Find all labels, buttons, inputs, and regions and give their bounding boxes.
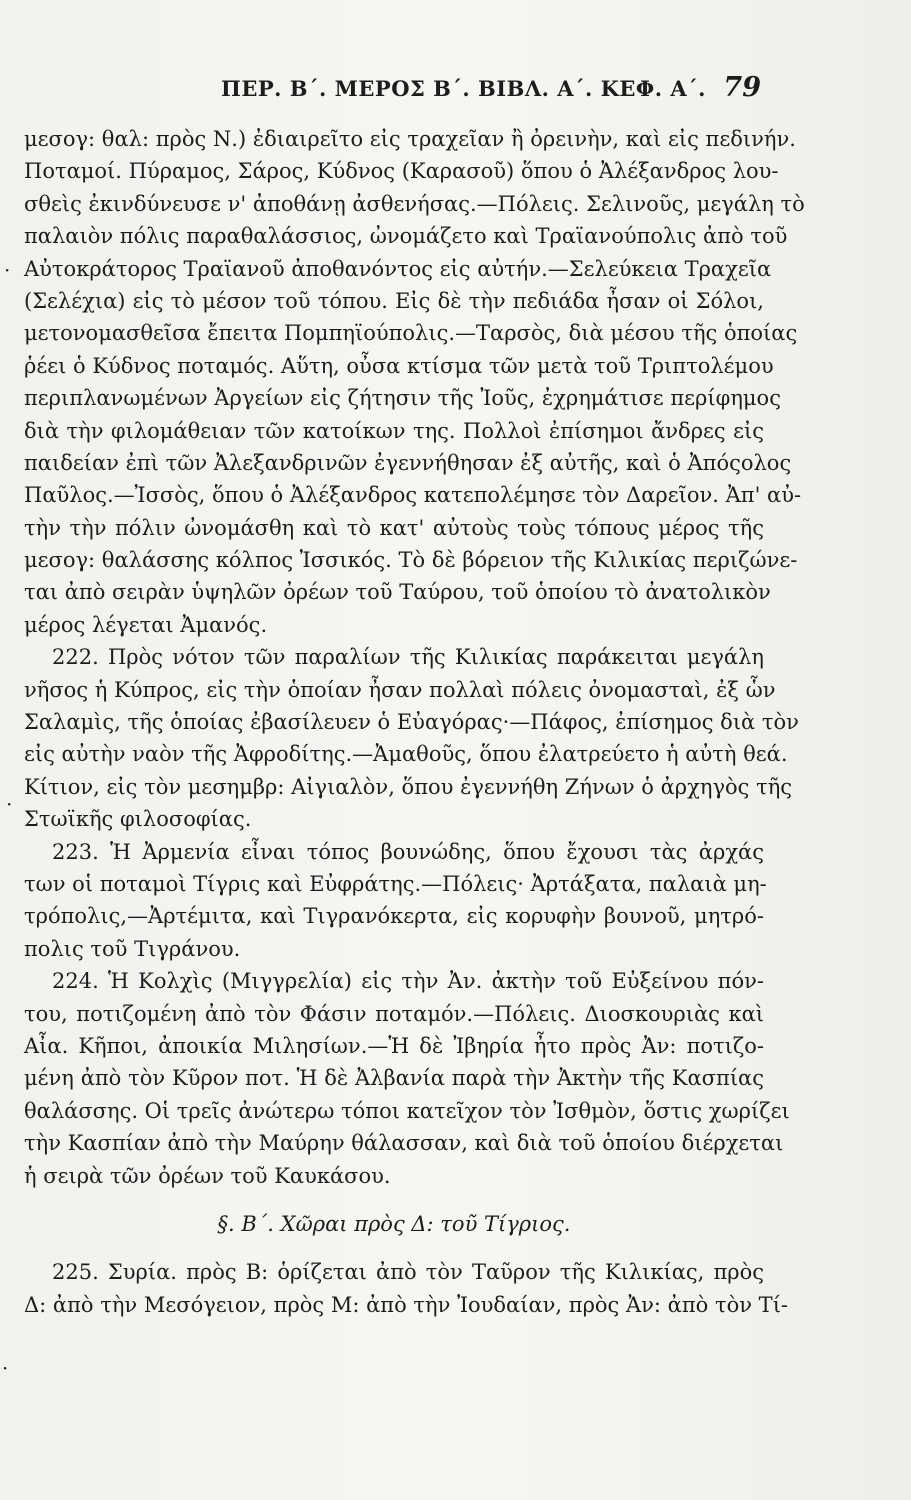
text-line: (Σελέχια) εἰς τὸ μέσον τοῦ τόπου. Εἰς δὲ τὴν πεδιάδα ἦσαν οἱ Σόλοι, bbox=[24, 288, 764, 313]
text-line: νῆσος ἡ Κύπρος, εἰς τὴν ὁποίαν ἦσαν πολλαὶ πόλεις ὀνομασταὶ, ἐξ ὧν bbox=[24, 677, 776, 702]
paragraph-225 bbox=[24, 1256, 789, 1321]
section-heading: §. Β΄. Χῶραι πρὸς Δ: τοῦ Τίγριος. bbox=[217, 1211, 571, 1236]
text-line: παιδείαν ἐπὶ τῶν Ἀλεξανδρινῶν ἐγεννήθησαν ἐξ αὐτῆς, καὶ ὁ Ἀπόςολος bbox=[24, 450, 792, 475]
text-line: Σαλαμὶς, τῆς ὁποίας ἐβασίλευεν ὁ Εὐαγόρας·—Πάφος, ἐπίσημος διὰ τὸν bbox=[24, 710, 799, 735]
text-line: Δ: ἀπὸ τὴν Μεσόγειον, πρὸς Μ: ἀπὸ τὴν Ἰουδαίαν, πρὸς Ἀν: ἀπὸ τὸν Τί- bbox=[24, 1292, 789, 1317]
text-line: περιπλανωμένων Ἀργείων εἰς ζήτησιν τῆς Ἰοῦς, ἐχρημάτισε περίφημος bbox=[24, 386, 781, 411]
text-line: ται ἀπὸ σειρὰν ὑψηλῶν ὀρέων τοῦ Ταύρου, τοῦ ὁποίου τὸ ἀνατολικὸν bbox=[24, 580, 771, 605]
text-line: σθεὶς ἐκινδύνευσε ν' ἀποθάνῃ ἀσθενήσας.—Πόλεις. Σελινοῦς, μεγάλη τὸ bbox=[24, 191, 805, 216]
text-line: Αἶα. Κῆποι, ἀποικία Μιλησίων.—Ἡ δὲ Ἰβηρία ἦτο πρὸς Ἀν: ποτιζο- bbox=[24, 1033, 764, 1058]
text-line: εἰς αὐτὴν ναὸν τῆς Ἀφροδίτης.—Ἀμαθοῦς, ὅπου ἐλατρεύετο ἡ αὐτὴ θεά. bbox=[24, 742, 788, 767]
margin-dot: · bbox=[6, 792, 13, 816]
text-line: τὴν Κασπίαν ἀπὸ τὴν Μαύρην θάλασσαν, καὶ διὰ τοῦ ὁποίου διέρχεται bbox=[24, 1131, 784, 1156]
text-line: παλαιὸν πόλις παραθαλάσσιος, ὠνομάζετο καὶ Τραϊανούπολις ἀπὸ τοῦ bbox=[24, 224, 788, 249]
text-line: τὴν τὴν πόλιν ὠνομάσθη καὶ τὸ κατ' αὐτοὺς τοὺς τόπους μέρος τῆς bbox=[24, 515, 764, 540]
text-line: διὰ τὴν φιλομάθειαν τῶν κατοίκων της. Πολλοὶ ἐπίσημοι ἄνδρες εἰς bbox=[24, 418, 764, 443]
text-line: μένη ἀπὸ τὸν Κῦρον ποτ. Ἡ δὲ Ἀλβανία παρὰ τὴν Ἀκτὴν τῆς Κασπίας bbox=[24, 1066, 764, 1091]
text-line: μετονομασθεῖσα ἔπειτα Πομπηϊούπολις.—Ταρσὸς, διὰ μέσου τῆς ὁποίας bbox=[24, 321, 798, 346]
text-line: μεσογ: θαλάσσης κόλπος Ἰσσικός. Τὸ δὲ βόρειον τῆς Κιλικίας περιζώνε- bbox=[24, 548, 798, 573]
section-gap bbox=[24, 1240, 764, 1256]
text-line: Στωϊκῆς φιλοσοφίας. bbox=[24, 807, 252, 832]
text-line: τρόπολις,—Ἀρτέμιτα, καὶ Τιγρανόκερτα, εἰς κορυφὴν βουνοῦ, μητρό- bbox=[24, 904, 764, 929]
margin-dot: · bbox=[2, 1356, 9, 1380]
margin-dot: · bbox=[4, 258, 11, 282]
text-line: 225. Συρία. πρὸς Β: ὁρίζεται ἀπὸ τὸν Ταῦρον τῆς Κιλικίας, πρὸς bbox=[52, 1260, 764, 1285]
text-line: 222. Πρὸς νότον τῶν παραλίων τῆς Κιλικίας παράκειται μεγάλη bbox=[52, 645, 764, 670]
text-line: 224. Ἡ Κολχὶς (Μιγγρελία) εἰς τὴν Ἀν. ἀκτὴν τοῦ Εὐξείνου πόν- bbox=[52, 969, 764, 994]
running-header: ΠΕΡ. Β΄. ΜΕΡΟΣ Β΄. ΒΙΒΛ. Α΄. ΚΕΦ. Α΄. bbox=[221, 76, 706, 101]
text-line: πολις τοῦ Τιγράνου. bbox=[24, 936, 241, 961]
paragraph-223 bbox=[24, 836, 767, 966]
paragraph-continued bbox=[24, 123, 805, 641]
paragraph-224 bbox=[24, 965, 790, 1192]
text-line: ῥέει ὁ Κύδνος ποταμός. Αὕτη, οὖσα κτίσμα τῶν μετὰ τοῦ Τριπτολέμου bbox=[24, 353, 774, 378]
text-line: ἡ σειρὰ τῶν ὀρέων τοῦ Καυκάσου. bbox=[24, 1163, 391, 1188]
text-line: Ποταμοί. Πύραμος, Σάρος, Κύδνος (Καρασοῦ) ὅπου ὁ Ἀλέξανδρος λου- bbox=[24, 159, 779, 184]
text-line: θαλάσσης. Οἱ τρεῖς ἀνώτερω τόποι κατεῖχον τὸν Ἰσθμὸν, ὅστις χωρίζει bbox=[24, 1098, 790, 1123]
text-line: του, ποτιζομένη ἀπὸ τὸν Φάσιν ποταμόν.—Πόλεις. Διοσκουριὰς καὶ bbox=[24, 1001, 764, 1026]
text-line: Κίτιον, εἰς τὸν μεσημβρ: Αἰγιαλὸν, ὅπου ἐγεννήθη Ζήνων ὁ ἀρχηγὸς τῆς bbox=[24, 774, 793, 799]
page-body bbox=[24, 123, 805, 1321]
text-line: Αὐτοκράτορος Τραϊανοῦ ἀποθανόντος εἰς αὐτήν.—Σελεύκεια Τραχεῖα bbox=[24, 256, 772, 281]
text-line: 223. Ἡ Ἀρμενία εἶναι τόπος βουνώδης, ὅπου ἔχουσι τὰς ἀρχάς bbox=[52, 839, 764, 864]
text-line: μεσογ: θαλ: πρὸς Ν.) ἐδιαιρεῖτο εἰς τραχεῖαν ἢ ὀρεινὴν, καὶ εἰς πεδινήν. bbox=[24, 127, 796, 151]
text-line: μέρος λέγεται Ἀμανός. bbox=[24, 612, 268, 637]
paragraph-222 bbox=[24, 641, 799, 835]
section-gap bbox=[24, 1192, 764, 1208]
text-line: των οἱ ποταμοὶ Τίγρις καὶ Εὐφράτης.—Πόλεις· Ἀρτάξατα, παλαιὰ μη- bbox=[24, 871, 767, 896]
page-number: 79 bbox=[723, 72, 761, 103]
text-line: Παῦλος.—Ἰσσὸς, ὅπου ὁ Ἀλέξανδρος κατεπολέμησε τὸν Δαρεῖον. Ἀπ' αὐ- bbox=[24, 483, 802, 508]
